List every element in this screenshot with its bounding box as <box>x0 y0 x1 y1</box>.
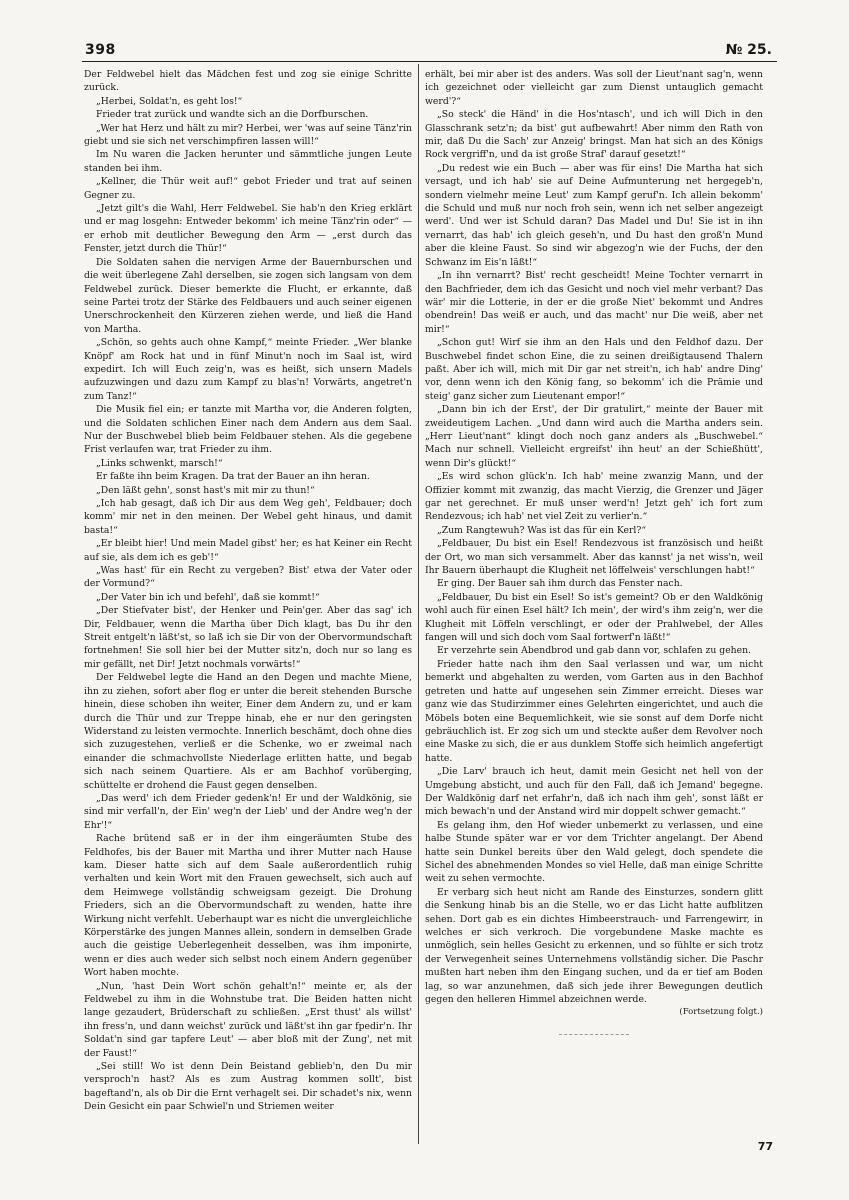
paragraph: Er verbarg sich heut nicht am Rande des Einsturzes, sondern glitt die Senkung hinab bis an die Stelle, wo er das Licht hatte aufblitzen sehen. Dort gab es ein dichtes Himbeerstrauch- und Farrengewirr, in welches er sich verkroch. Die vorgebundene Maske machte es unmöglich, sein helles Gesicht zu erkennen, und so fühlte er sich trotz der Verwegenheit seines Unternehmens vollständig sicher. Die Paschr mußten hart neben ihm den Eingang suchen, und da er tief am Boden lag, so war anzunehmen, daß sich jede ihrer Bewegungen deutlich gegen den helleren Himmel abzeichnen werde. <box>425 886 763 1006</box>
paragraph: „Feldbauer, Du bist ein Esel! Rendezvous ist französisch und heißt der Ort, wo man sich versammelt. Aber das kannst' ja net wiss'n, weil Ihr Bauern überhaupt die Klugheit net löffelweis' verschlungen habt!“ <box>425 538 763 577</box>
paragraph: Rache brütend saß er in der ihm eingeräumten Stube des Feldhofes, bis der Bauer mit Martha und ihrer Mutter nach Hause kam. Dieser hatte sich auf dem Saale außerordentlich ruhig verhalten und kein Wort mit den Frauen gewechselt, sich auch auf dem Heimwege vollständig schweigsam gezeigt. Die Drohung Frieders, sich an die Obervormundschaft zu wenden, hatte ihre Wirkung nicht verfehlt. Ueberhaupt war es nicht die unvergleichliche Körperstärke des jungen Mannes allein, sondern in demselben Grade auch die geistige Ueberlegenheit desselben, was ihm imponirte, wenn er dies auch weder sich selbst noch einem Andern gegenüber Wort haben mochte. <box>84 833 412 979</box>
paragraph: „Die Larv' brauch ich heut, damit mein Gesicht net hell von der Umgebung absticht, und auch für den Fall, daß ich Jemand' begegne. Der Waldkönig darf net erfahr'n, daß ich nach ihm geh', sonst läßt er mich bewach'n und der Anstand wird mir doppelt schwer gemacht.“ <box>425 766 763 818</box>
paragraph: „Jetzt gilt's die Wahl, Herr Feldwebel. Sie hab'n den Krieg erklärt und er mag losgehn: Entweder bekomm' ich meine Tänz'rin oder“ — er erhob mit deutlicher Bewegung den Arm — „erst durch das Fenster, jetzt durch die Thür!“ <box>84 203 412 255</box>
paragraph: „Zum Rangtewuh? Was ist das für ein Kerl?“ <box>437 524 647 536</box>
paragraph: „Du redest wie ein Buch — aber was für eins! Die Martha hat sich versagt, und ich hab' sie auf Deine Aufmunterung net hergegeb'n, sondern vielmehr meine Leut' zum Kampf geruf'n. Ich allein bekomm' die Schuld und muß nur noch froh sein, wenn ich net selber angezeigt werd'. Und wer ist Schuld daran? Das Madel und Du! Sie ist in ihn vernarrt, das hab' ich gleich geseh'n, und Du hast den groß'n Mund aber die kleine Faust. So sind wir abgezog'n wie der Fuchs, der den Schwanz im Eis'n läßt!“ <box>425 162 763 268</box>
paragraph: Frieder trat zurück und wandte sich an die Dorfburschen. <box>96 109 369 121</box>
column-divider <box>418 64 419 1144</box>
continuation-note: (Fortsetzung folgt.) <box>679 1007 763 1018</box>
paragraph: erhält, bei mir aber ist des anders. Was soll der Lieut'nant sag'n, wenn ich gezeichnet oder vielleicht gar zum Dienst untauglich gemacht werd'?“ <box>425 69 763 107</box>
paragraph: „Herbei, Soldat'n, es geht los!“ <box>96 95 243 107</box>
paragraph: „Er bleibt hier! Und mein Madel gibst' her; es hat Keiner ein Recht auf sie, als dem ich es geb'!“ <box>84 538 412 563</box>
paragraph: „Das werd' ich dem Frieder gedenk'n! Er und der Waldkönig, sie sind mir verfall'n, der Ein' weg'n der Lieb' und der Andre weg'n der Ehr'!“ <box>84 792 412 831</box>
paragraph: „Ich hab gesagt, daß ich Dir aus dem Weg geh', Feldbauer; doch komm' mir net in den meinen. Der Webel geht hinaus, und damit basta!“ <box>84 498 412 536</box>
paragraph: Der Feldwebel legte die Hand an den Degen und machte Miene, ihn zu ziehen, sofort aber flog er unter die bereit stehenden Bursche hinein, diese schoben ihn weiter, Einer dem Andern zu, und er kam durch die Thür und zur Treppe hinab, ehe er nur den geringsten Widerstand zu leisten vermochte. Innerlich beschämt, doch ohne dies sich zuzugestehen, verließ er die Schenke, wo er zweimal nach einander die schmachvollste Niederlage erlitten hatte, und begab sich nach seinem Quartiere. Als er am Bachhof vorüberging, schüttelte er drohend die Faust gegen denselben. <box>84 672 412 791</box>
page-number: 398 <box>85 42 116 58</box>
paragraph: „Der Vater bin ich und befehl', daß sie kommt!“ <box>96 591 320 603</box>
paragraph: Er faßte ihn beim Kragen. Da trat der Bauer an ihn heran. <box>96 471 370 483</box>
paragraph: „Dann bin ich der Erst', der Dir gratulirt,“ meinte der Bauer mit zweideutigem Lachen. „Und dann wird auch die Martha anders sein. „Herr Lieut'nant“ klingt doch noch ganz anders als „Buschwebel.“ Mach nur schnell. Vielleicht ergreifst' ihn heut' an der Schießhütt', wenn Dir's glückt!“ <box>425 404 763 469</box>
paragraph: Im Nu waren die Jacken herunter und sämmtliche jungen Leute standen bei ihm. <box>84 149 412 174</box>
paragraph: „Was hast' für ein Recht zu vergeben? Bist' etwa der Vater oder der Vormund?“ <box>84 565 412 590</box>
paragraph: „Schön, so gehts auch ohne Kampf,“ meinte Frieder. „Wer blanke Knöpf' am Rock hat und in fünf Minut'n noch im Saal ist, wird expedirt. Ich will Euch zeig'n, was es heißt, sich unsern Madels aufzuzwingen und dazu zum Kampf zu blas'n! Vorwärts, angetret'n zum Tanz!“ <box>84 337 412 402</box>
paragraph: Er verzehrte sein Abendbrod und gab dann vor, schlafen zu gehen. <box>437 645 751 657</box>
paragraph: Es gelang ihm, den Hof wieder unbemerkt zu verlassen, und eine halbe Stunde später war er vor dem Trichter angelangt. Der Abend hatte sein Dunkel bereits über den Wald gelegt, doch spendete die Sichel des abnehmenden Mondes so viel Helle, daß man einige Schritte weit zu sehen vermochte. <box>425 819 763 885</box>
paragraph: „In ihn vernarrt? Bist' recht gescheidt! Meine Tochter vernarrt in den Bachfrieder, dem ich das Gesicht und noch viel mehr verbant? Das wär' mir die Lotterie, in der er die große Niet' bekommt und Andres obendrein! Das weiß er auch, und das macht' nur Die weiß, aber net mir!“ <box>425 270 763 335</box>
issue-number: № 25. <box>725 42 772 58</box>
left-column <box>84 68 412 1146</box>
paragraph: „Sei still! Wo ist denn Dein Beistand geblieb'n, den Du mir versproch'n hast? Als es zum Austrag kommen sollt', bist bageftand'n, als ob Dir die Ernt verhagelt sei. Dir schadet's nix, wenn Dein Gesicht ein paar Schwiel'n und Striemen weiter <box>84 1061 412 1113</box>
paragraph: „Den läßt gehn', sonst hast's mit mir zu thun!“ <box>96 484 315 496</box>
paragraph: „Wer hat Herz und hält zu mir? Herbei, wer 'was auf seine Tänz'rin giebt und sie sich net verschimpfiren lassen will!“ <box>84 122 412 148</box>
paragraph: Frieder hatte nach ihm den Saal verlassen und war, um nicht bemerkt und abgehalten zu werden, vom Garten aus in den Bachhof getreten und hatte auf ungesehen sein Zimmer erreicht. Dieses war ganz wie das Studirzimmer eines Gelehrten eingerichtet, und auch die Möbels boten eine Bequemlichkeit, wie sie sonst auf dem Dorfe nicht gebräuchlich ist. Er zog sich um und steckte außer dem Revolver noch eine Maske zu sich, die er aus dunklem Stoffe sich heimlich angefertigt hatte. <box>425 658 763 764</box>
paragraph: „Kellner, die Thür weit auf!“ gebot Frieder und trat auf seinen Gegner zu. <box>84 176 412 201</box>
paragraph: „Links schwenkt, marsch!“ <box>96 457 223 469</box>
paragraph: „Es wird schon glück'n. Ich hab' meine zwanzig Mann, und der Offizier kommt mit zwanzig, das macht Vierzig, die Grenzer und Jäger gar net gerechnet. Er muß unser werd'n! Jetzt geh' ich fort zum Rendezvous; ich hab' net viel Zeit zu verlier'n.“ <box>425 471 763 523</box>
right-column <box>425 68 763 1146</box>
paragraph: Die Musik fiel ein; er tanzte mit Martha vor, die Anderen folgten, und die Soldaten schlichen Einer nach dem Andern aus dem Saal. Nur der Buschwebel blieb beim Feldbauer stehen. Als die gegebene Frist verlaufen war, trat Frieder zu ihm. <box>84 404 412 456</box>
paragraph: „Nun, 'hast Dein Wort schön gehalt'n!“ meinte er, als der Feldwebel zu ihm in die Wohnstube trat. Die Beiden hatten nicht lange gezaudert, Brüderschaft zu schließen. „Erst thust' als willst' ihn fress'n, und dann weichst' zurück und läßt'st ihn gar fpedir'n. Ihr Soldat'n sind gar tapfere Leut' — aber bloß mit der Zung', net mit der Faust!“ <box>84 980 412 1059</box>
paragraph: „So steck' die Händ' in die Hos'ntasch', und ich will Dich in den Glasschrank setz'n; da bist' gut aufbewahrt! Aber nimm den Rath von mir, daß Du die Sach' zur Anzeig' bringst. Man hat sich an des Königs Rock vergriff'n, und da ist große Straf' darauf gesetzt!“ <box>425 109 763 161</box>
paragraph: „Der Stiefvater bist', der Henker und Pein'ger. Aber das sag' ich Dir, Feldbauer, wenn die Martha über Dich klagt, bas Du ihr den Streit entgelt'n läßt'st, so laß ich sie Dir von der Obervormundschaft fortnehmen! Sie soll hier bei der Mutter sitz'n, doch nur so lang es mir gefällt, net Dir! Jetzt nochmals vorwärts!“ <box>84 605 412 670</box>
paragraph: Die Soldaten sahen die nervigen Arme der Bauernburschen und die weit überlegene Zahl derselben, sie zogen sich langsam von dem Feldwebel zurück. Dieser bemerkte die Flucht, er erkannte, daß seine Partei trotz der Stärke des Feldbauers und auch seiner eigenen Unerschrockenheit den Kürzeren ziehen werde, und ließ die Hand von Martha. <box>84 256 412 335</box>
paragraph: Er ging. Der Bauer sah ihm durch das Fenster nach. <box>437 578 683 590</box>
sheet-number: 77 <box>757 1140 773 1153</box>
header-rule <box>82 61 777 62</box>
paragraph: Der Feldwebel hielt das Mädchen fest und zog sie einige Schritte zurück. <box>84 69 412 94</box>
paragraph: „Feldbauer, Du bist ein Esel! So ist's gemeint? Ob er den Waldkönig wohl auch für einen Esel hält? Ich mein', der wird's ihm zeig'n, wer die Klugheit mit Löffeln verschlingt, er oder der Prahlwebel, der Alles fangen will und sich doch vom Saal fortwerf'n läßt!“ <box>425 591 763 644</box>
section-separator <box>559 1034 629 1035</box>
paragraph: „Schon gut! Wirf sie ihm an den Hals und den Feldhof dazu. Der Buschwebel findet schon Eine, die zu seinen dreißigtausend Thalern paßt. Aber ich will, mich mit Dir gar net streit'n, ich hab' andre Ding' vor, denn wenn ich den König fang, so bekomm' ich die Prämie und steig' ganz sicher zum Lieutenant empor!“ <box>425 337 763 402</box>
